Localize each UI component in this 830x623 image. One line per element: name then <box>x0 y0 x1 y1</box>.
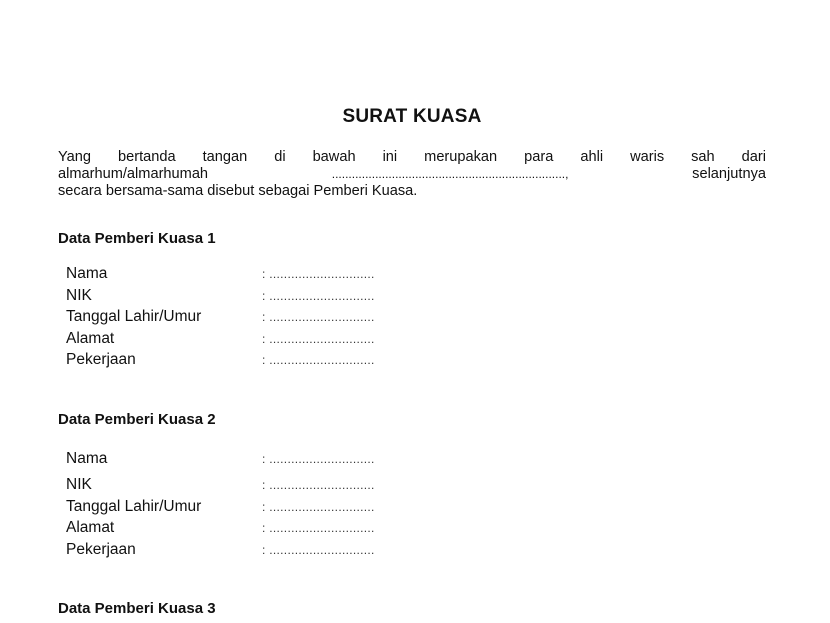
intro-word: tangan <box>202 149 248 165</box>
field-value-blank: : ............................. <box>262 499 375 514</box>
intro-word: waris <box>630 149 665 165</box>
field-value-blank: : ............................. <box>262 331 375 346</box>
field-value-blank: : ............................. <box>262 353 375 367</box>
field-label: Pekerjaan <box>66 540 136 558</box>
field-row-alamat <box>66 330 486 352</box>
field-row-nik <box>66 476 486 498</box>
section-heading-3: Data Pemberi Kuasa 3 <box>58 600 216 617</box>
intro-word: dari <box>741 149 766 165</box>
intro-blank-field: ......................................................................, <box>331 167 569 181</box>
field-row-pekerjaan <box>66 541 486 563</box>
intro-word: ini <box>382 149 398 165</box>
intro-word: di <box>274 149 286 165</box>
intro-word: Yang <box>58 149 91 165</box>
intro-line-1 <box>58 149 766 166</box>
intro-word: bawah <box>312 149 356 165</box>
field-value-blank: : ............................. <box>262 542 375 557</box>
field-label: Tanggal Lahir/Umur <box>66 497 202 515</box>
field-row-nama <box>66 265 486 287</box>
field-row-pekerjaan <box>66 351 486 373</box>
field-label: NIK <box>66 476 92 493</box>
field-label: Alamat <box>66 329 115 347</box>
field-value-blank: : ............................. <box>262 452 375 466</box>
field-value-blank: : ............................. <box>262 267 375 281</box>
field-label: Tanggal Lahir/Umur <box>66 308 202 325</box>
intro-line-3: secara bersama-sama disebut sebagai Pemberi Kuasa. <box>58 183 418 199</box>
intro-word: almarhum/almarhumah <box>58 166 209 182</box>
field-row-nama <box>66 450 486 476</box>
section-heading-1: Data Pemberi Kuasa 1 <box>58 230 216 247</box>
field-value-blank: : ............................. <box>262 288 375 303</box>
intro-word: selanjutnya <box>692 166 766 182</box>
intro-line-2 <box>58 166 766 183</box>
field-value-blank: : ............................. <box>262 521 375 535</box>
field-row-tanggal-lahir <box>66 308 486 330</box>
field-row-alamat <box>66 519 486 541</box>
intro-word: sah <box>691 149 715 165</box>
fields-section-1 <box>66 265 486 373</box>
field-label: Alamat <box>66 519 115 536</box>
intro-paragraph <box>58 149 766 200</box>
intro-word: ahli <box>580 149 604 165</box>
field-label: Nama <box>66 450 108 467</box>
document-title: SURAT KUASA <box>342 106 482 127</box>
field-label: Pekerjaan <box>66 351 136 368</box>
field-value-blank: : ............................. <box>262 310 375 324</box>
field-value-blank: : ............................. <box>262 478 375 492</box>
intro-word: bertanda <box>117 149 176 165</box>
intro-word: para <box>524 149 554 165</box>
field-label: NIK <box>66 286 92 304</box>
intro-word: merupakan <box>424 149 498 165</box>
section-heading-2: Data Pemberi Kuasa 2 <box>58 411 216 428</box>
field-row-tanggal-lahir <box>66 498 486 520</box>
fields-section-2 <box>66 450 486 562</box>
field-label: Nama <box>66 265 108 282</box>
field-row-nik <box>66 287 486 309</box>
